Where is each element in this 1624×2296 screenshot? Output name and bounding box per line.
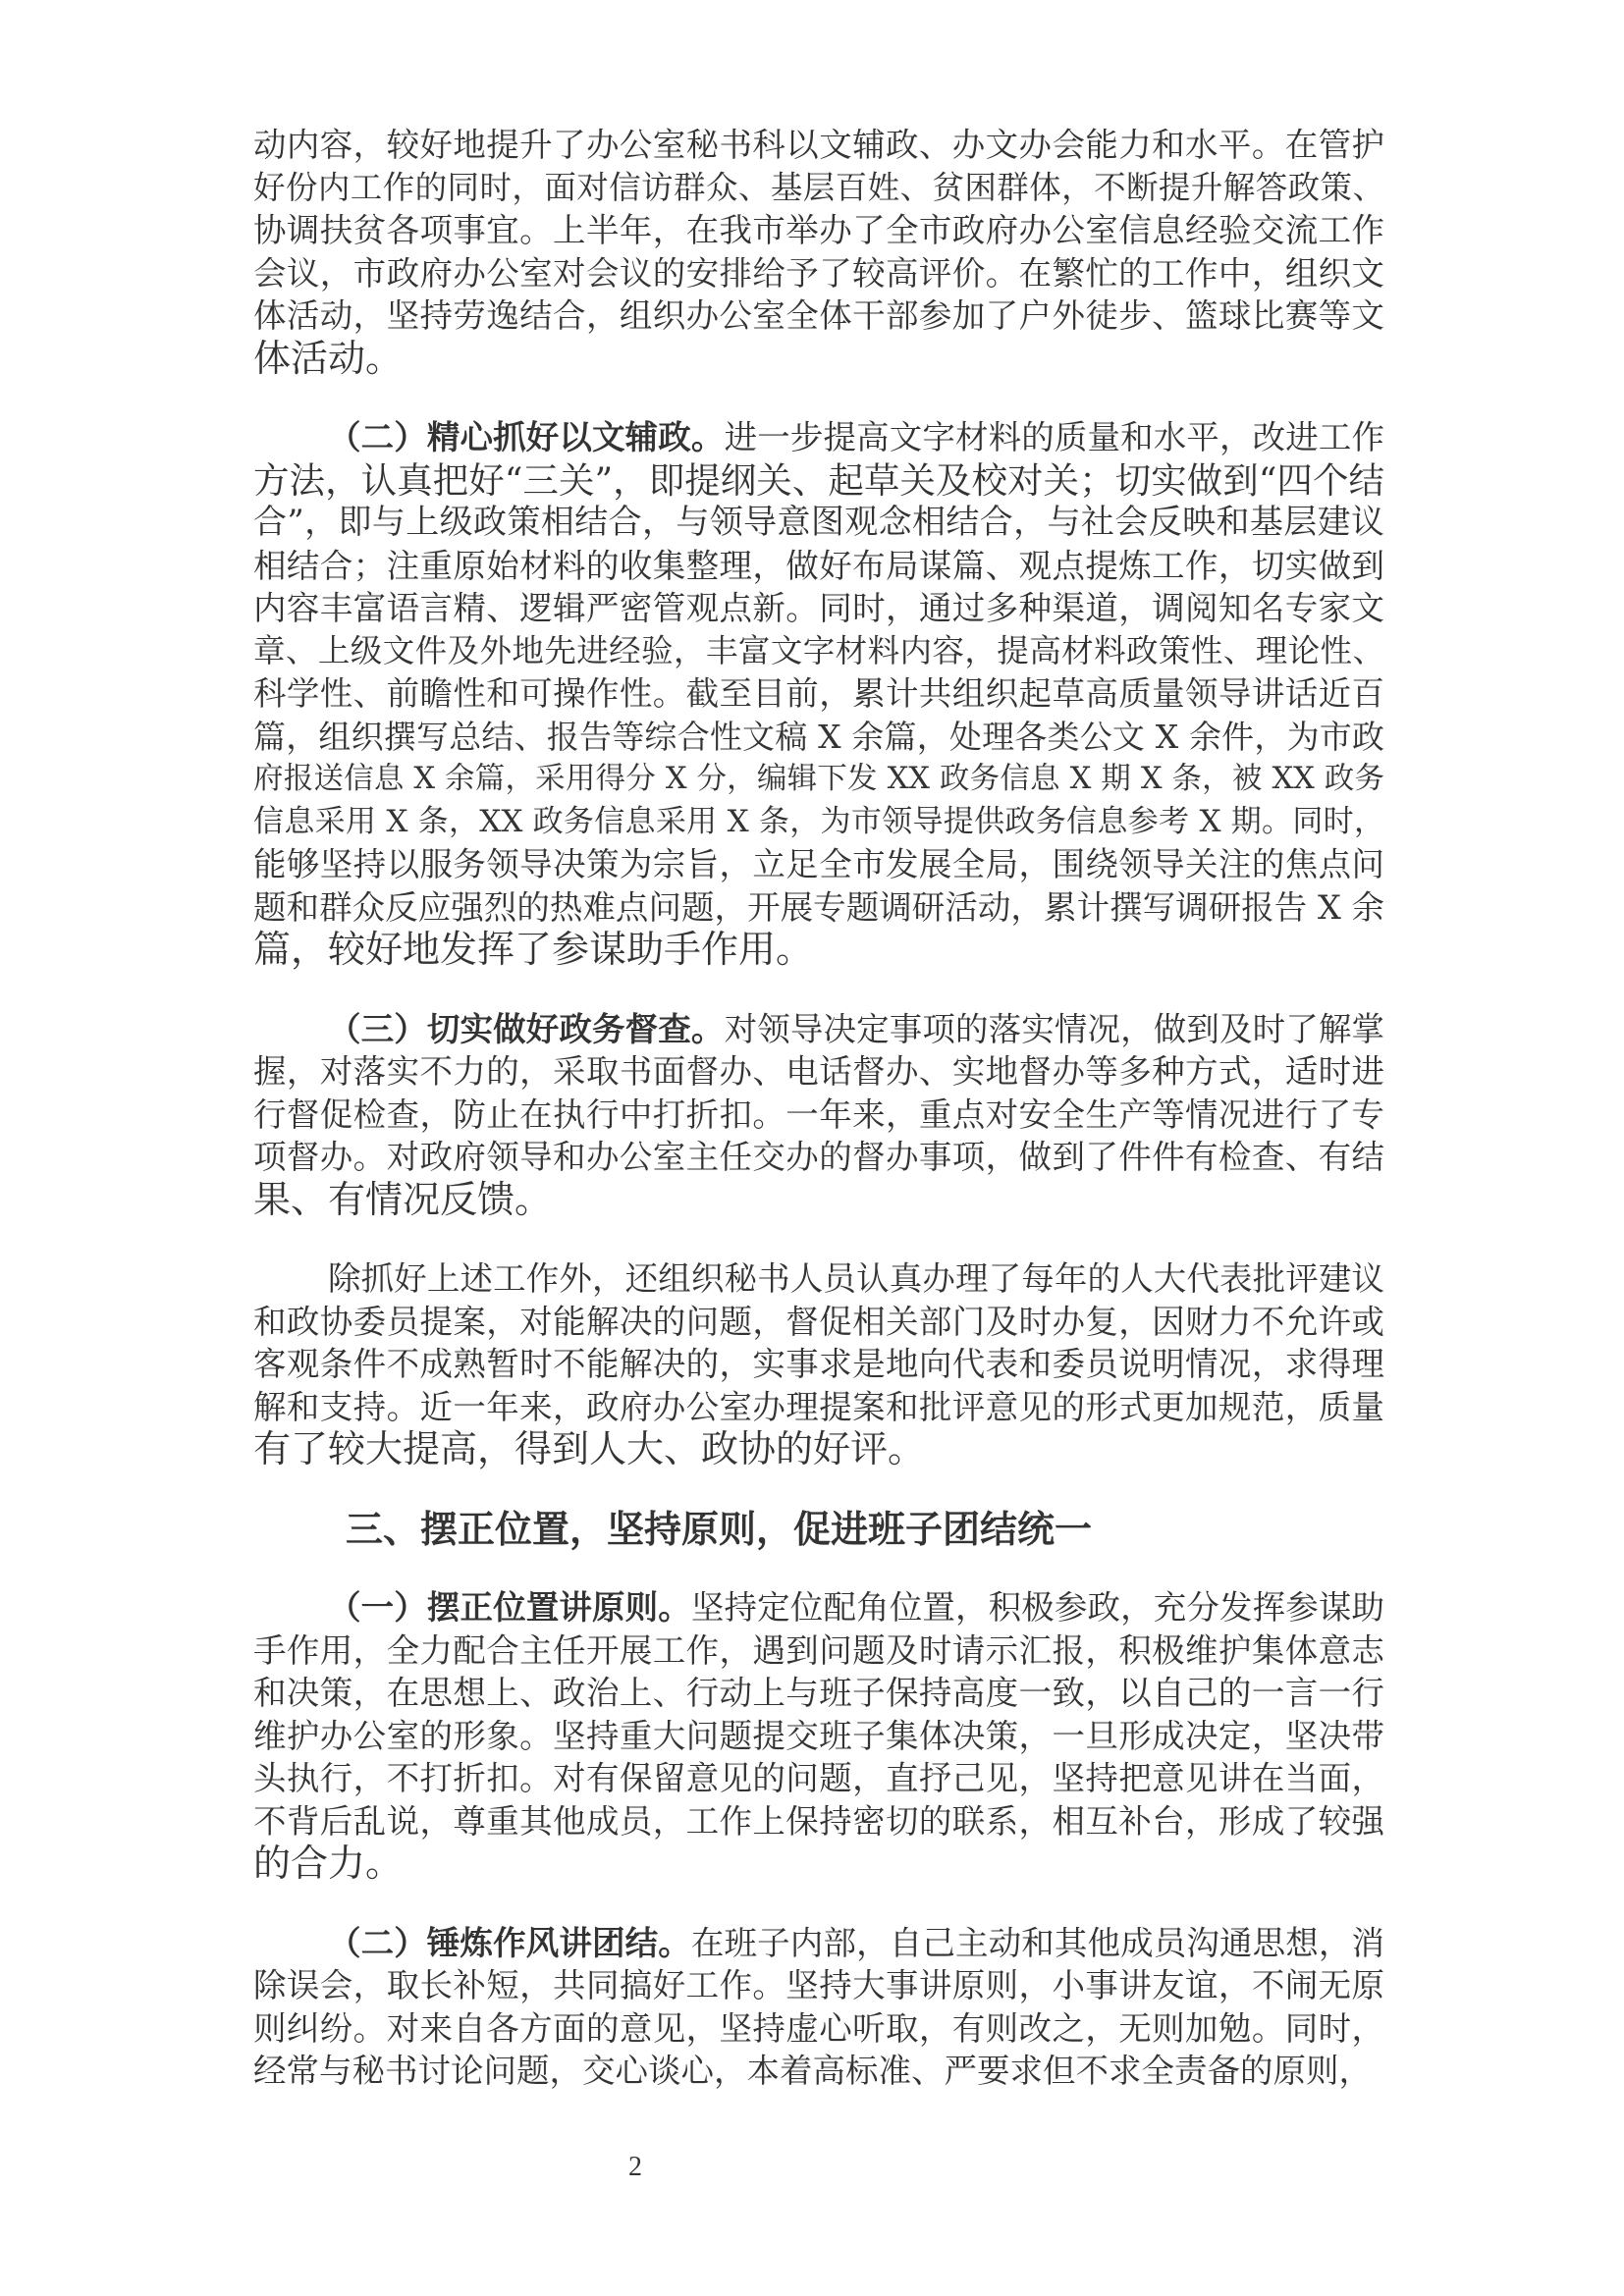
- text-line: [253, 2050, 1384, 2093]
- paragraph-lead-bold: （二）精心抓好以文辅政。: [328, 418, 725, 456]
- line-content: [253, 296, 1384, 335]
- paragraph-lead-bold: （二）锤炼作风讲团结。: [328, 1923, 691, 1962]
- line-content: [253, 1138, 1384, 1176]
- line-text: 除抓好上述工作外，还组织秘书人员认真办理了每年的人大代表批评建议: [328, 1259, 1384, 1298]
- line-content: [253, 1674, 1384, 1712]
- line-content: [253, 126, 1384, 164]
- line-content: [328, 1259, 1384, 1298]
- line-content: [253, 804, 1384, 839]
- text-line: [253, 1094, 1384, 1137]
- text-line: [253, 1008, 1384, 1051]
- line-text: 头执行，不打折扣。对有保留意见的问题，直抒己见，坚持把意见讲在当面，: [253, 1759, 1384, 1797]
- line-content: [253, 928, 813, 971]
- page-number: 2: [628, 2152, 642, 2182]
- line-text: 客观条件不成熟暂时不能解决的，实事求是地向代表和委员说明情况，求得理: [253, 1345, 1384, 1383]
- line-content: [253, 589, 1384, 627]
- line-text: 不背后乱说，尊重其他成员，工作上保持密切的联系，相互补台，形成了较强: [253, 1801, 1384, 1841]
- section-heading: [253, 1508, 1384, 1551]
- line-text: 篇，组织撰写总结、报告等综合性文稿 X 余篇，处理各类公文 X 余件，为市政: [253, 717, 1384, 756]
- line-content: [253, 1178, 552, 1221]
- line-content: [328, 1588, 1384, 1627]
- line-content: [253, 888, 1384, 927]
- line-content: [253, 337, 403, 380]
- line-text: 和政协委员提案，对能解决的问题，督促相关部门及时办复，因财力不允许或: [253, 1302, 1384, 1341]
- line-content: [253, 2052, 1372, 2090]
- text-line: [253, 886, 1384, 930]
- text-line: [253, 416, 1384, 459]
- line-text: 手作用，全力配合主任开展工作，遇到问题及时请示汇报，积极维护集体意志: [253, 1630, 1384, 1670]
- text-line: [253, 252, 1384, 295]
- text-line: [253, 1136, 1384, 1179]
- line-content: [253, 718, 1384, 756]
- line-text: 能够坚持以服务领导决策为宗旨，立足全市发展全局，围绕领导关注的焦点问: [253, 845, 1384, 883]
- text-line: [253, 294, 1384, 338]
- line-text: 方法，认真把好“三关”，即提纲关、起草关及校对关；切实做到“四个结: [253, 458, 1384, 502]
- paragraph: [253, 416, 1384, 972]
- line-text: 项督办。对政府领导和办公室主任交办的督办事项，做到了件件有检查、有结: [253, 1138, 1384, 1176]
- text-line: [253, 1800, 1384, 1843]
- text-line: [253, 716, 1384, 759]
- line-text: 除误会，取长补短，共同搞好工作。坚持大事讲原则，小事讲友谊，不闹无原: [253, 1966, 1384, 2004]
- line-text: 信息采用 X 条，XX 政务信息采用 X 条，为市领导提供政务信息参考 X 期。同时，: [253, 803, 1384, 839]
- text-line: [253, 801, 1384, 844]
- text-line: [253, 1586, 1384, 1629]
- line-text: 相结合；注重原始材料的收集整理，做好布局谋篇、观点提炼工作，切实做到: [253, 546, 1384, 585]
- line-text: 有了较大提高，得到人大、政协的好评。: [253, 1427, 926, 1470]
- line-text: 内容丰富语言精、逻辑严密管观点新。同时，通过多种渠道，调阅知名专家文: [253, 589, 1384, 627]
- text-line: [253, 1757, 1384, 1800]
- text-line: [253, 672, 1384, 716]
- text-line: [253, 1301, 1384, 1344]
- line-content: [253, 1303, 1384, 1341]
- text-line: [253, 167, 1384, 210]
- text-line: [253, 1842, 1384, 1886]
- text-line: [253, 1922, 1384, 1965]
- line-content: [253, 2009, 1384, 2048]
- text-line: [253, 545, 1384, 588]
- line-text: 解和支持。近一年来，政府办公室办理提案和批评意见的形式更加规范，质量: [253, 1387, 1384, 1426]
- line-text: 好份内工作的同时，面对信访群众、基层百姓、贫困群体，不断提升解答政策、: [253, 168, 1384, 206]
- line-content: [253, 1345, 1384, 1383]
- paragraph-lead-bold: （三）切实做好政务督查。: [328, 1009, 725, 1048]
- line-content: [253, 1052, 1384, 1091]
- text-line: [253, 2007, 1384, 2051]
- line-content: [253, 503, 1384, 542]
- line-text: 握，对落实不力的，采取书面督办、电话督办、实地督办等多种方式，适时进: [253, 1052, 1384, 1091]
- text-line: [253, 1428, 1384, 1471]
- paragraph: [253, 124, 1384, 380]
- line-text: 坚持定位配角位置，积极参政，充分发挥参谋助: [690, 1588, 1385, 1627]
- text-line: [253, 1179, 1384, 1222]
- line-content: [253, 1842, 403, 1885]
- line-content: [253, 1802, 1384, 1841]
- text-line: [253, 1715, 1384, 1758]
- line-content: [253, 632, 1384, 669]
- line-content: [253, 169, 1384, 206]
- text-line: [253, 587, 1384, 630]
- text-line: [253, 1343, 1384, 1386]
- paragraph: [253, 1922, 1384, 2093]
- line-content: [253, 459, 1384, 502]
- line-content: [253, 1717, 1384, 1755]
- line-content: [253, 1427, 925, 1470]
- line-content: [253, 254, 1384, 293]
- paragraph: [253, 1257, 1384, 1471]
- line-content: [253, 674, 1384, 713]
- paragraph-lead-bold: （一）摆正位置讲原则。: [328, 1588, 691, 1627]
- line-text: 在班子内部，自己主动和其他成员沟通思想，消: [690, 1923, 1385, 1962]
- text-line: [253, 1257, 1384, 1301]
- paragraph: [253, 1008, 1384, 1222]
- document-page-body: [253, 124, 1384, 2093]
- line-content: [253, 1759, 1384, 1797]
- line-content: [253, 1095, 1384, 1134]
- line-text: 协调扶贫各项事宜。上半年，在我市举办了全市政府办公室信息经验交流工作: [253, 211, 1384, 249]
- line-text: 动内容，较好地提升了办公室秘书科以文辅政、办文办会能力和水平。在管护: [253, 126, 1384, 164]
- text-line: [253, 124, 1384, 167]
- line-text: 的合力。: [253, 1842, 404, 1885]
- line-text: 维护办公室的形象。坚持重大问题提交班子集体决策，一旦形成决定，坚决带: [253, 1716, 1384, 1755]
- line-text: 和决策，在思想上、政治上、行动上与班子保持高度一致，以自己的一言一行: [253, 1674, 1384, 1712]
- line-content: [253, 1631, 1384, 1670]
- line-text: 体活动，坚持劳逸结合，组织办公室全体干部参加了户外徒步、篮球比赛等文: [253, 296, 1384, 335]
- text-line: [253, 459, 1384, 503]
- line-text: 章、上级文件及外地先进经验，丰富文字材料内容，提高材料政策性、理论性、: [253, 631, 1384, 669]
- line-text: 府报送信息 X 余篇，采用得分 X 分，编辑下发 XX 政务信息 X 期 X 条，被 XX 政务: [253, 762, 1384, 796]
- text-line: [253, 1964, 1384, 2007]
- text-line: [253, 502, 1384, 545]
- line-content: [253, 547, 1384, 585]
- paragraph: [253, 1586, 1384, 1886]
- line-text: 题和群众反应强烈的热难点问题，开展专题调研活动，累计撰写调研报告 X 余: [253, 887, 1384, 927]
- line-content: [328, 1010, 1384, 1048]
- text-line: [253, 758, 1384, 801]
- text-line: [253, 843, 1384, 886]
- text-line: [253, 1050, 1384, 1094]
- text-line: [253, 338, 1384, 381]
- line-content: [346, 1507, 1092, 1551]
- text-line: [253, 1508, 1384, 1551]
- text-line: [253, 209, 1384, 252]
- line-text: 行督促检查，防止在执行中打折扣。一年来，重点对安全生产等情况进行了专: [253, 1095, 1384, 1134]
- text-line: [253, 1386, 1384, 1429]
- line-text: 篇，较好地发挥了参谋助手作用。: [253, 928, 814, 971]
- text-line: [253, 929, 1384, 972]
- line-text: 则纠纷。对来自各方面的意见，坚持虚心听取，有则改之，无则加勉。同时，: [253, 2008, 1384, 2048]
- text-line: [253, 1672, 1384, 1715]
- line-content: [328, 418, 1384, 456]
- text-line: [253, 1629, 1384, 1673]
- line-text: 三、摆正位置，坚持原则，促进班子团结统一: [346, 1506, 1093, 1551]
- line-content: [328, 1924, 1384, 1962]
- text-line: [253, 630, 1384, 673]
- line-text: 体活动。: [253, 336, 404, 380]
- line-text: 果、有情况反馈。: [253, 1177, 553, 1221]
- line-text: 进一步提高文字材料的质量和水平，改进工作: [724, 418, 1385, 456]
- line-text: 对领导决定事项的落实情况，做到及时了解掌: [724, 1009, 1385, 1048]
- line-text: 科学性、前瞻性和可操作性。截至目前，累计共组织起草高质量领导讲话近百: [253, 674, 1384, 713]
- line-text: 会议，市政府办公室对会议的安排给予了较高评价。在繁忙的工作中，组织文: [253, 253, 1384, 293]
- line-content: [253, 1966, 1384, 2004]
- line-content: [253, 1388, 1384, 1426]
- line-content: [253, 762, 1384, 796]
- line-text: 经常与秘书讨论问题，交心谈心，本着高标准、严要求但不求全责备的原则，: [253, 2052, 1372, 2090]
- line-content: [253, 845, 1384, 883]
- line-text: 合”，即与上级政策相结合，与领导意图观念相结合，与社会反映和基层建议: [253, 503, 1384, 542]
- line-content: [253, 211, 1384, 249]
